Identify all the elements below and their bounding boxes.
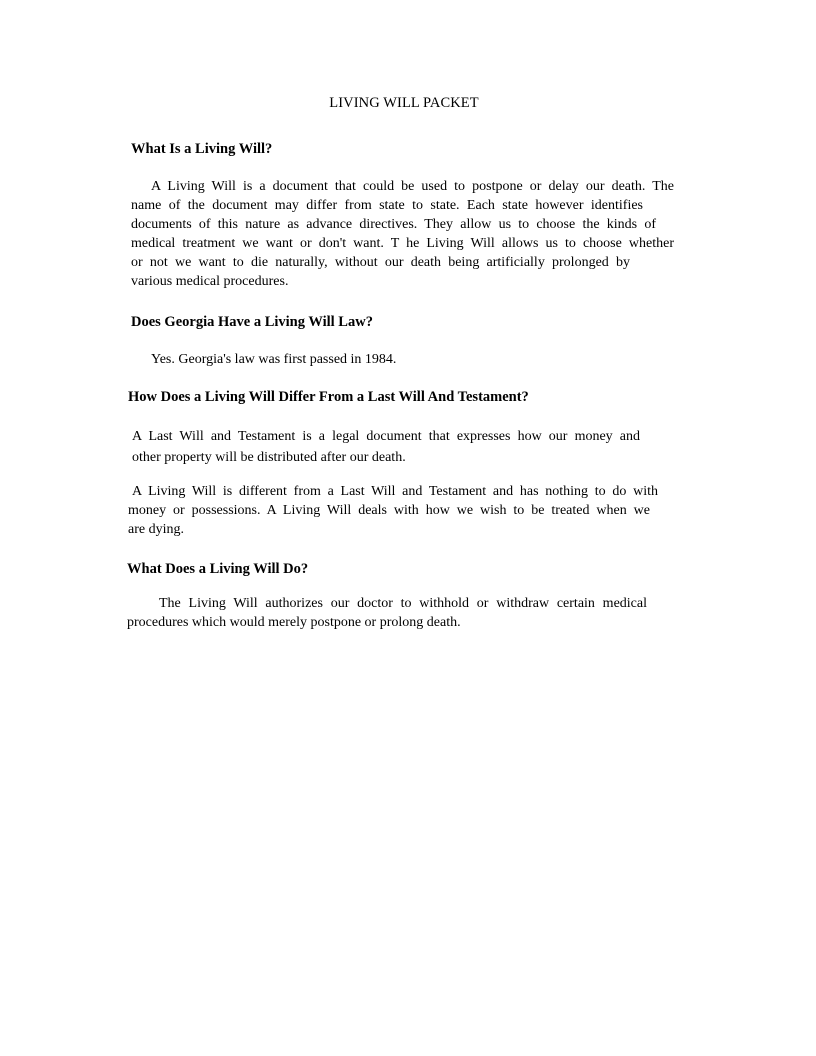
- paragraph-line: A Living Will is a document that could be used to postpone or delay our death. The: [151, 179, 674, 194]
- paragraph-line: name of the document may differ from state to state. Each state however identifies: [131, 198, 643, 213]
- paragraph-living-will-difference: [128, 482, 658, 539]
- section-heading-what-is-living-will: What Is a Living Will?: [131, 141, 273, 157]
- paragraph-line: procedures which would merely postpone or prolong death.: [127, 615, 461, 630]
- section-heading-living-vs-last-will: How Does a Living Will Differ From a Last Will And Testament?: [128, 389, 529, 405]
- section-heading-what-living-will-does: What Does a Living Will Do?: [127, 561, 309, 577]
- paragraph-line: various medical procedures.: [131, 274, 289, 289]
- document-title: LIVING WILL PACKET: [329, 95, 479, 111]
- paragraph-line: A Last Will and Testament is a legal document that expresses how our money and: [132, 429, 640, 444]
- paragraph-what-living-will-does: [127, 594, 647, 632]
- section-heading-georgia-law: Does Georgia Have a Living Will Law?: [131, 314, 373, 330]
- paragraph-line: other property will be distributed after our death.: [132, 450, 406, 465]
- paragraph-line: are dying.: [128, 522, 184, 537]
- paragraph-line: medical treatment we want or don't want. T he Living Will allows us to choose whether: [131, 236, 674, 251]
- paragraph-line: A Living Will is different from a Last Will and Testament and has nothing to do with: [132, 484, 658, 499]
- paragraph-georgia-law: [151, 350, 551, 369]
- paragraph-what-is-living-will: [131, 177, 674, 291]
- paragraph-line: Yes. Georgia's law was first passed in 1984.: [151, 352, 397, 367]
- paragraph-last-will-definition: [132, 426, 640, 468]
- paragraph-line: The Living Will authorizes our doctor to withhold or withdraw certain medical: [159, 596, 647, 611]
- paragraph-line: money or possessions. A Living Will deals with how we wish to be treated when we: [128, 503, 650, 518]
- paragraph-line: documents of this nature as advance directives. They allow us to choose the kinds of: [131, 217, 656, 232]
- paragraph-line: or not we want to die naturally, without our death being artificially prolonged by: [131, 255, 630, 270]
